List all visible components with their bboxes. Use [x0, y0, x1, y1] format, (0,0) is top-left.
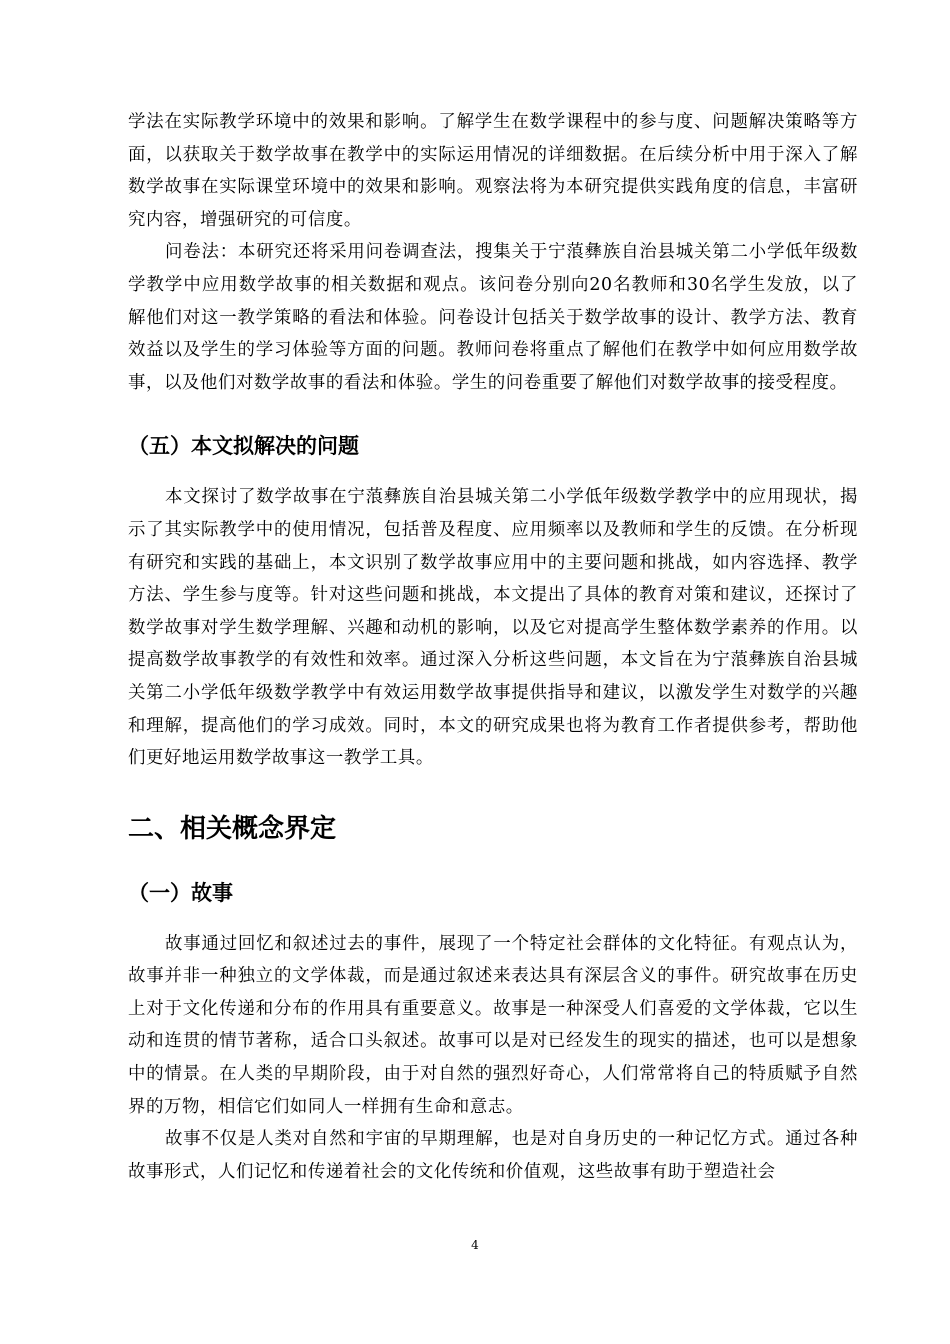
paragraph-story-memory: 故事不仅是人类对自然和宇宙的早期理解，也是对自身历史的一种记忆方式。通过各种故事形式，人们记忆和传递着社会的文化传统和价值观，这些故事有助于塑造社会 — [128, 1129, 858, 1182]
chapter-heading-concepts: 二、相关概念界定 — [128, 813, 337, 844]
paragraph-story-definition: 故事通过回忆和叙述过去的事件，展现了一个特定社会群体的文化特征。有观点认为，故事并非一种独立的文学体裁，而是通过叙述来表达具有深层含义的事件。研究故事在历史上对于文化传递和分布的作用具有重要意义。故事是一种深受人们喜爱的文学体裁，它以生动和连贯的情节著称，适合口头叙述。故事可以是对已经发生的现实的描述，也可以是想象中的情景。在人类的早期阶段，由于对自然的强烈好奇心，人们常常将自己的特质赋予自然界的万物，相信它们如同人一样拥有生命和意志。 — [128, 933, 858, 1117]
page-number: 4 — [471, 1238, 479, 1252]
section-heading-problems: （五）本文拟解决的问题 — [128, 434, 359, 459]
page-content — [128, 106, 858, 1188]
paragraph-questionnaire-method: 问卷法：本研究还将采用问卷调查法，搜集关于宁蒗彝族自治县城关第二小学低年级数学教学中应用数学故事的相关数据和观点。该问卷分别向20名教师和30名学生发放，以了解他们对这一教学策略的看法和体验。问卷设计包括关于数学故事的设计、教学方法、教育效益以及学生的学习体验等方面的问题。教师问卷将重点了解他们在教学中如何应用数学故事，以及他们对数学故事的看法和体验。学生的问卷重要了解他们对数学故事的接受程度。 — [128, 242, 858, 393]
section-heading-story: （一）故事 — [128, 880, 233, 905]
paragraph-problems: 本文探讨了数学故事在宁蒗彝族自治县城关第二小学低年级数学教学中的应用现状，揭示了其实际教学中的使用情况，包括普及程度、应用频率以及教师和学生的反馈。在分析现有研究和实践的基础上，本文识别了数学故事应用中的主要问题和挑战，如内容选择、教学方法、学生参与度等。针对这些问题和挑战，本文提出了具体的教育对策和建议，还探讨了数学故事对学生数学理解、兴趣和动机的影响，以及它对提高学生整体数学素养的作用。以提高数学故事教学的有效性和效率。通过深入分析这些问题，本文旨在为宁蒗彝族自治县城关第二小学低年级数学教学中有效运用数学故事提供指导和建议，以激发学生对数学的兴趣和理解，提高他们的学习成效。同时，本文的研究成果也将为教育工作者提供参考，帮助他们更好地运用数学故事这一教学工具。 — [128, 487, 858, 769]
paragraph-observation-method-continued: 学法在实际教学环境中的效果和影响。了解学生在数学课程中的参与度、问题解决策略等方面，以获取关于数学故事在教学中的实际运用情况的详细数据。在后续分析中用于深入了解数学故事在实际课堂环境中的效果和影响。观察法将为本研究提供实践角度的信息，丰富研究内容，增强研究的可信度。 — [128, 112, 858, 230]
